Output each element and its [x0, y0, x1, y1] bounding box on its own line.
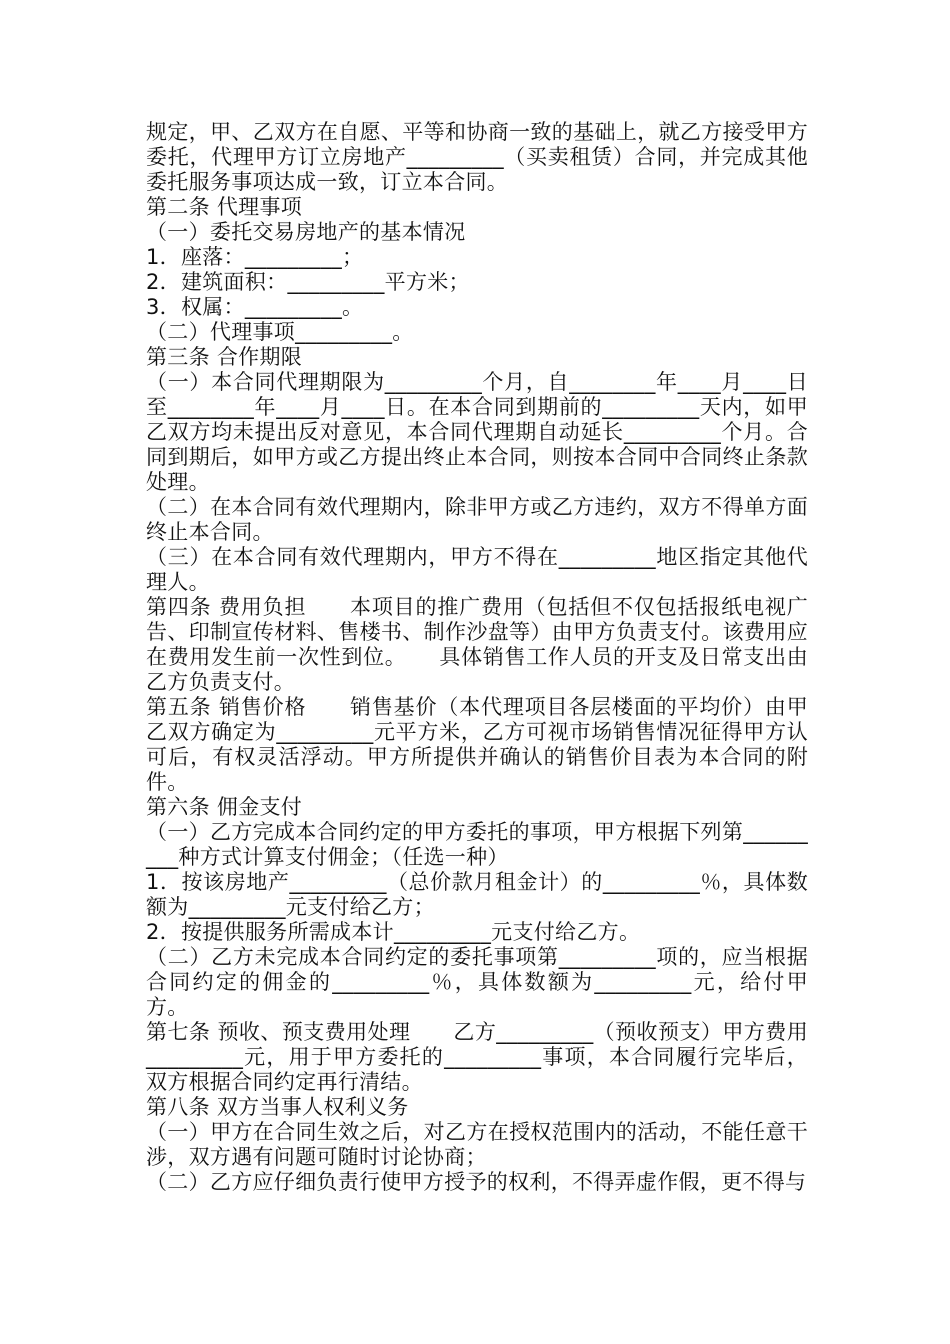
paragraph-6-1: （一）乙方完成本合同约定的甲方委托的事项，甲方根据下列第_________种方式计算支付佣金；（任选一种）: [146, 820, 808, 869]
paragraph-2-2: （二）代理事项_________。: [146, 320, 414, 344]
contract-page: [146, 120, 808, 1195]
paragraph-6-2: （二）乙方未完成本合同约定的委托事项第_________项的，应当根据合同约定的佣金的_________％，具体数额为_________元，给付甲方。: [146, 945, 808, 1019]
paragraph-article-4: 第四条 费用负担 本项目的推广费用（包括但不仅包括报纸电视广告、印制宣传材料、售楼书、制作沙盘等）由甲方负责支付。该费用应在费用发生前一次性到位。 具体销售工作人员的开支及日常支出由乙方负责支付。: [146, 595, 808, 694]
paragraph-3-2: （二）在本合同有效代理期内，除非甲方或乙方违约，双方不得单方面终止本合同。: [146, 495, 808, 544]
paragraph-8-1: （一）甲方在合同生效之后，对乙方在授权范围内的活动，不能任意干涉，双方遇有问题可随时讨论协商；: [146, 1120, 808, 1169]
paragraph-article-5: 第五条 销售价格 销售基价（本代理项目各层楼面的平均价）由甲乙双方确定为_________元平方米，乙方可视市场销售情况征得甲方认可后，有权灵活浮动。甲方所提供并确认的销售价目表为本合同的附件。: [146, 695, 808, 794]
item-floor-area: 2．建筑面积：_________平方米；: [146, 270, 470, 294]
paragraph-article-7: 第七条 预收、预支费用处理 乙方_________（预收预支）甲方费用_________元，用于甲方委托的_________事项，本合同履行完毕后，双方根据合同约定再行清结。: [146, 1020, 808, 1094]
heading-article-6: 第六条 佣金支付: [146, 795, 303, 819]
paragraph-2-1: （一）委托交易房地产的基本情况: [146, 220, 466, 244]
paragraph-8-2: （二）乙方应仔细负责行使甲方授予的权利，不得弄虚作假，更不得与: [146, 1170, 807, 1194]
paragraph-preamble: 规定，甲、乙双方在自愿、平等和协商一致的基础上，就乙方接受甲方委托，代理甲方订立房地产_________（买卖租赁）合同，并完成其他委托服务事项达成一致，订立本合同。: [146, 120, 808, 194]
item-location: 1．座落：_________；: [146, 245, 364, 269]
paragraph-3-3: （三）在本合同有效代理期内，甲方不得在_________地区指定其他代理人。: [146, 545, 808, 594]
paragraph-3-1: （一）本合同代理期限为_________个月，自________年____月____日至________年____月____日。在本合同到期前的_________天内，如甲乙双方均未提出反对意见，本合同代理期自动延长_________个月。合同到期后，如甲方或乙方提出终止本合同，则按本合同中合同终止条款处理。: [146, 370, 808, 494]
heading-article-2: 第二条 代理事项: [146, 195, 303, 219]
item-commission-method-2: 2．按提供服务所需成本计_________元支付给乙方。: [146, 920, 641, 944]
heading-article-3: 第三条 合作期限: [146, 345, 303, 369]
item-commission-method-1: 1．按该房地产_________（总价款月租金计）的_________％，具体数额为_________元支付给乙方；: [146, 870, 808, 919]
item-ownership: 3．权属：_________。: [146, 295, 364, 319]
heading-article-8: 第八条 双方当事人权利义务: [146, 1095, 409, 1119]
